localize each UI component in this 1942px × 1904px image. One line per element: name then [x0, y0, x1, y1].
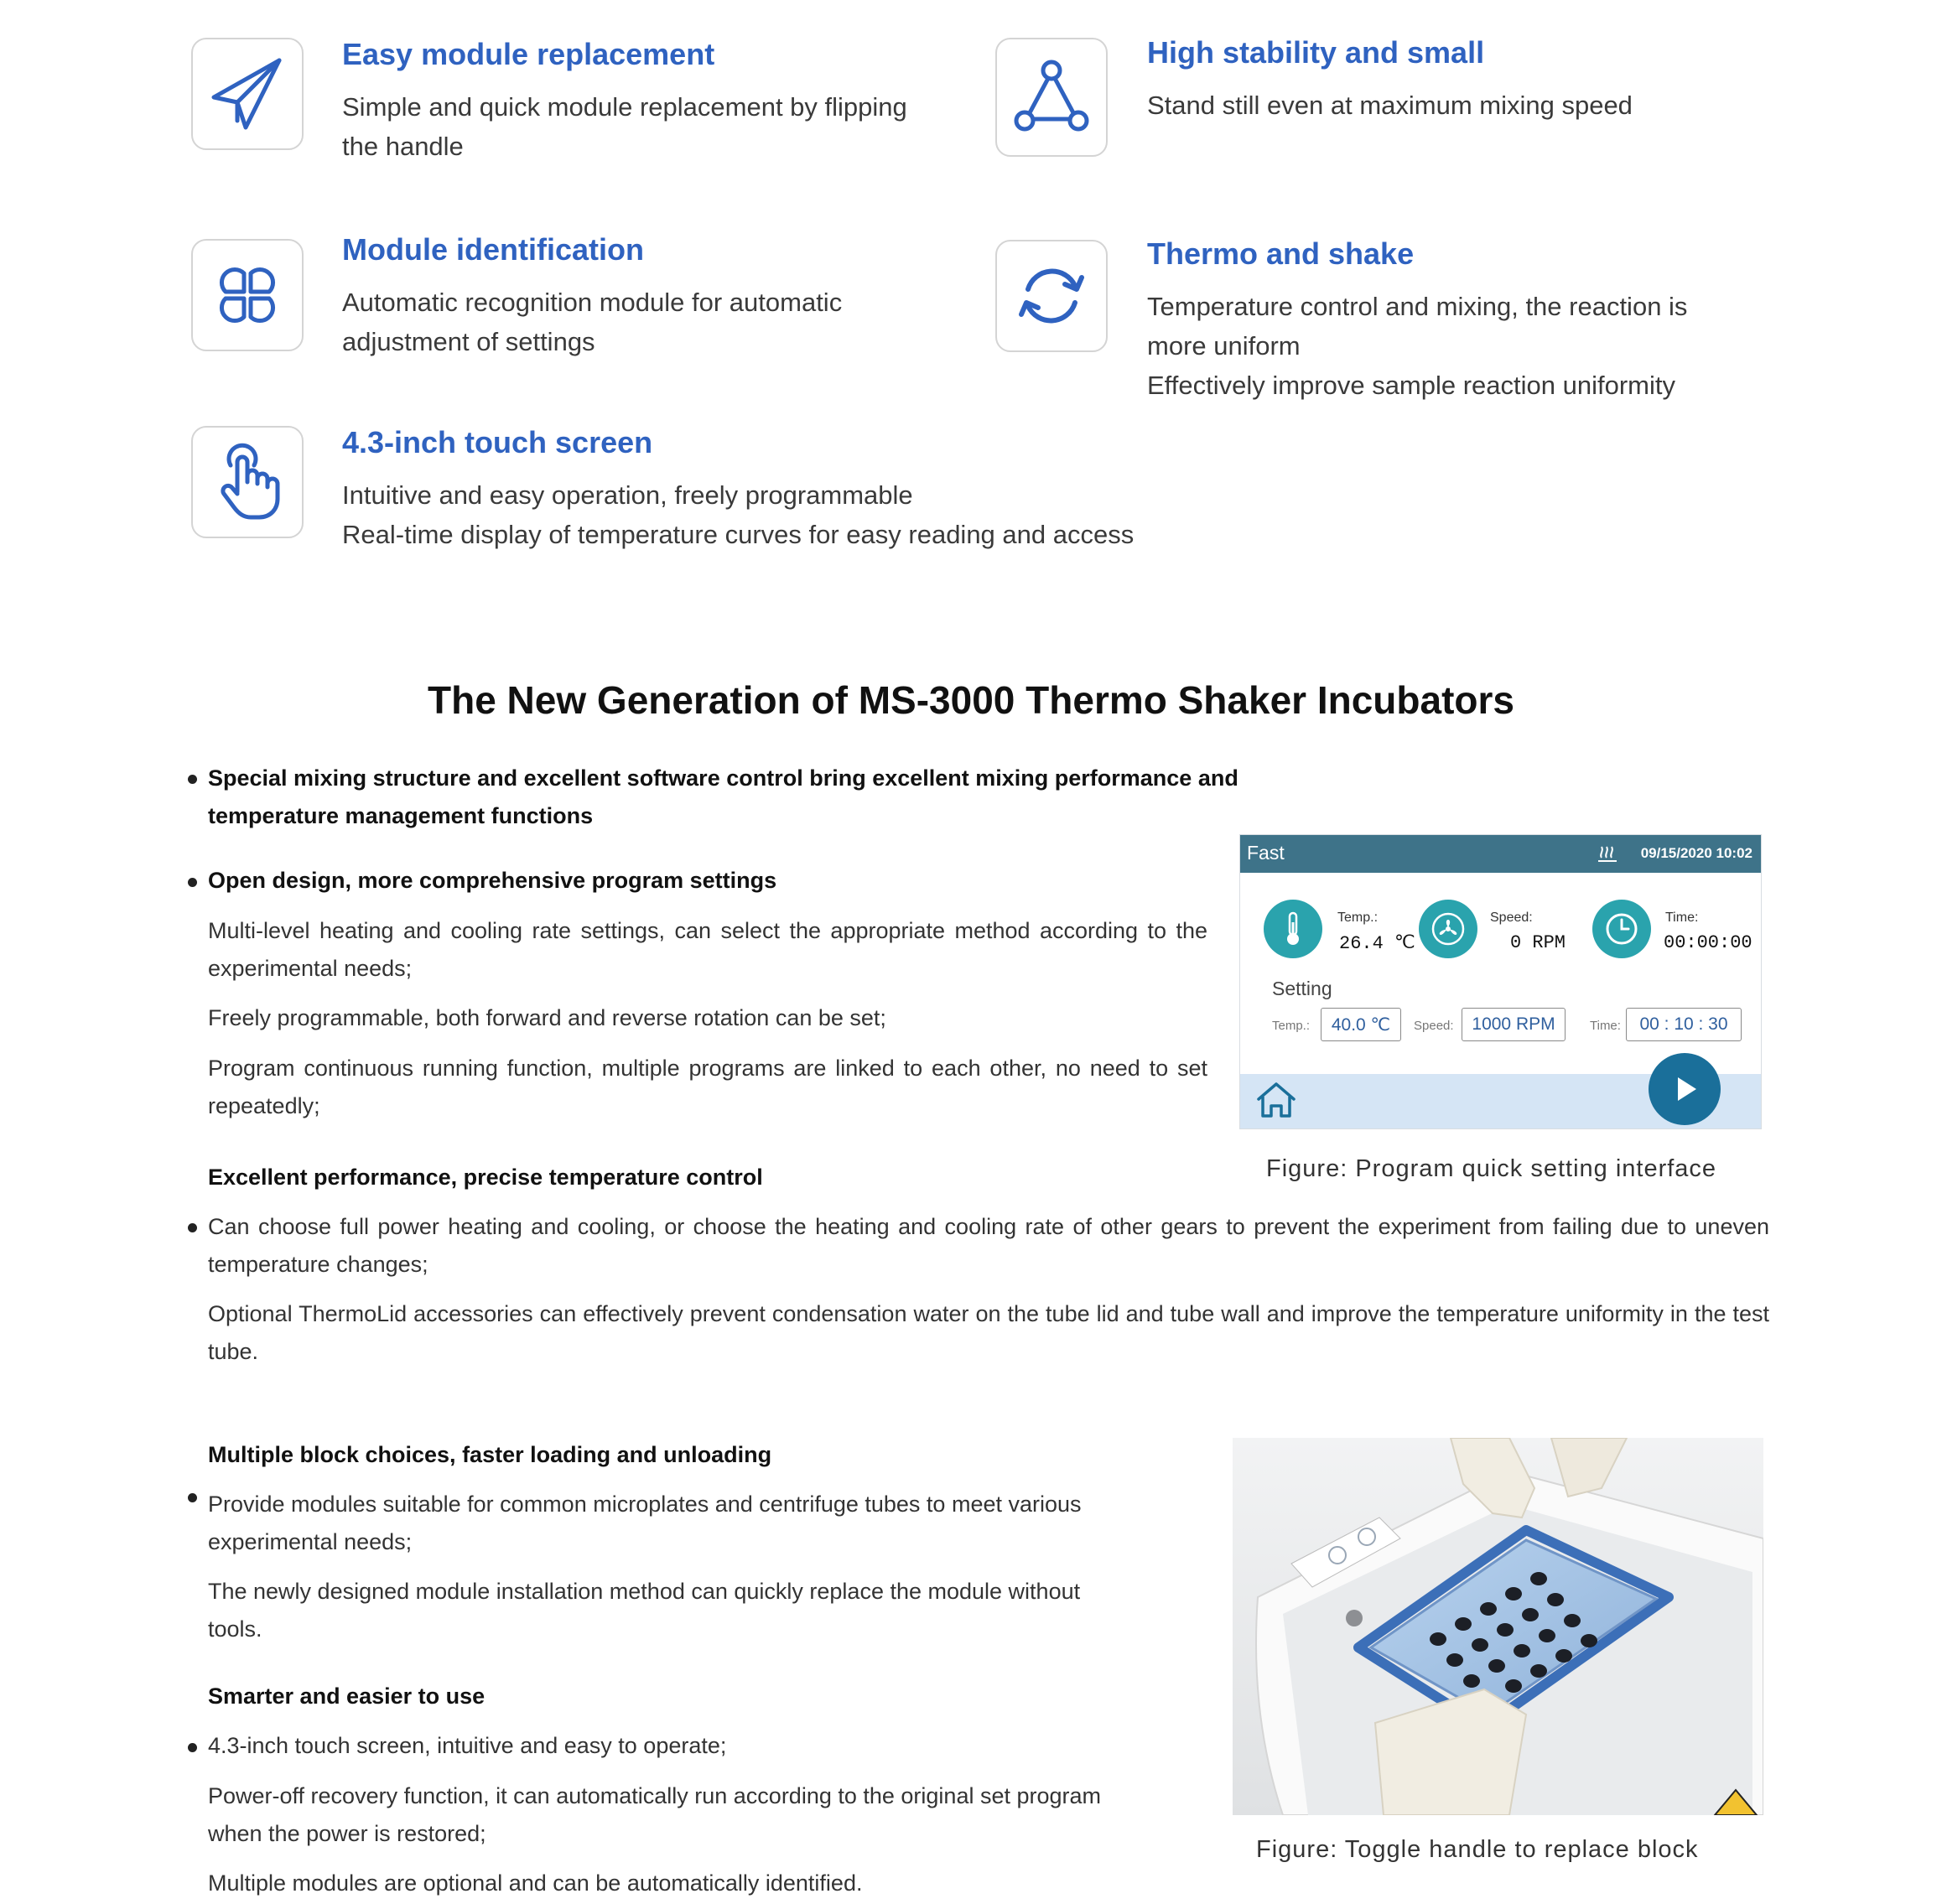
intro-bold-text: Special mixing structure and excellent software control bring excellent mixing performance and temperature management functions [208, 765, 1238, 828]
section-heading: Multiple block choices, faster loading and unloading [208, 1442, 772, 1467]
feature-title: Easy module replacement [342, 37, 715, 71]
bullet-dot [188, 775, 197, 784]
touch-hand-icon [207, 442, 288, 522]
bullet-dot [188, 1743, 197, 1752]
feature-desc-line: Stand still even at maximum mixing speed [1147, 91, 1633, 120]
feature-desc-line: Temperature control and mixing, the reaction is [1147, 292, 1688, 321]
refresh-cycle-icon-box [995, 240, 1108, 352]
paragraph: 4.3-inch touch screen, intuitive and easy to operate; [208, 1733, 727, 1758]
four-petal-icon-box [191, 239, 304, 351]
paragraph: Multi-level heating and cooling rate settings, can select the appropriate method according to the experimental needs; [208, 918, 1207, 981]
feature-desc-line: Simple and quick module replacement by flipping [342, 92, 907, 122]
feature-desc-line: Real-time display of temperature curves for easy reading and access [342, 520, 1135, 549]
feature-desc [342, 283, 842, 361]
play-icon [1668, 1072, 1701, 1106]
set-temp-field[interactable]: 40.0 ℃ [1321, 1008, 1401, 1041]
feature-title: Module identification [342, 232, 644, 267]
home-icon[interactable] [1255, 1081, 1297, 1119]
feature-desc [342, 87, 907, 166]
section-heading: Open design, more comprehensive program settings [208, 868, 777, 893]
screen-datetime: 09/15/2020 10:02 [1640, 845, 1752, 861]
status-speed-value: 0 RPM [1510, 932, 1566, 953]
feature-desc [1147, 86, 1633, 125]
screen-caption: Figure: Program quick setting interface [1266, 1155, 1717, 1182]
section-heading: Excellent performance, precise temperature control [208, 1165, 763, 1190]
refresh-cycle-icon [1011, 256, 1092, 336]
feature-desc-line: Effectively improve sample reaction uniformity [1147, 371, 1676, 400]
paragraph: Freely programmable, both forward and reverse rotation can be set; [208, 1005, 886, 1030]
feature-desc [1147, 287, 1687, 405]
feature-desc-line: the handle [342, 132, 464, 161]
set-time-field[interactable]: 00 : 10 : 30 [1626, 1008, 1742, 1041]
paragraph: Can choose full power heating and cooling, or choose the heating and cooling rate of other gears to prevent the experiment from failing due to uneven temperature changes; [208, 1214, 1769, 1277]
feature-title: 4.3-inch touch screen [342, 425, 653, 459]
setting-label: Setting [1272, 978, 1332, 999]
set-time-label: Time: [1590, 1019, 1621, 1033]
bullet-dot [188, 878, 197, 887]
feature-desc-line: more uniform [1147, 331, 1301, 361]
clock-icon [1592, 900, 1651, 958]
status-speed-label: Speed: [1490, 910, 1533, 925]
thermometer-icon [1264, 900, 1322, 958]
play-button[interactable] [1649, 1053, 1721, 1125]
section-heading: Smarter and easier to use [208, 1684, 486, 1709]
paragraph: Optional ThermoLid accessories can effectively prevent condensation water on the tube lid and tube wall and improve the temperature uniformity in the test tube. [208, 1301, 1769, 1364]
paragraph: Provide modules suitable for common microplates and centrifuge tubes to meet various experimental needs; [208, 1492, 1082, 1554]
status-time-value: 00:00:00 [1664, 932, 1752, 953]
paper-plane-icon [207, 54, 288, 134]
set-temp-label: Temp.: [1272, 1019, 1311, 1033]
paper-plane-icon-box [191, 38, 304, 150]
bullet-dot [188, 1223, 197, 1232]
feature-desc-line: Automatic recognition module for automatic [342, 288, 843, 317]
feature-title: Thermo and shake [1147, 236, 1415, 271]
paragraph: Program continuous running function, multiple programs are linked to each other, no need to set repeatedly; [208, 1056, 1207, 1118]
screen-top-bar [1240, 835, 1761, 873]
status-time-label: Time: [1665, 910, 1699, 925]
block-replacement-photo [1233, 1438, 1763, 1815]
set-speed-label: Speed: [1414, 1019, 1454, 1033]
feature-desc-line: Intuitive and easy operation, freely programmable [342, 480, 913, 510]
photo-caption: Figure: Toggle handle to replace block [1256, 1836, 1699, 1863]
paragraph: Multiple modules are optional and can be automatically identified. [208, 1870, 863, 1896]
feature-desc [342, 475, 1134, 554]
paragraph: The newly designed module installation method can quickly replace the module without tools. [208, 1579, 1081, 1642]
device-screen [1239, 834, 1762, 1129]
status-temp-label: Temp.: [1337, 910, 1379, 925]
heat-waves-icon [1597, 844, 1618, 863]
bullet-dot [188, 1493, 197, 1502]
four-petal-icon [207, 255, 288, 335]
set-speed-field[interactable]: 1000 RPM [1462, 1008, 1566, 1041]
touch-hand-icon-box [191, 426, 304, 538]
product-photo [1233, 1438, 1763, 1815]
triangle-nodes-icon-box [995, 38, 1108, 157]
feature-desc-line: adjustment of settings [342, 327, 595, 356]
screen-mode: Fast [1247, 842, 1285, 864]
paragraph: Power-off recovery function, it can automatically run according to the original set program when the power is restored; [208, 1783, 1102, 1846]
feature-title: High stability and small [1147, 35, 1485, 70]
status-temp-value: 26.4 ℃ [1339, 933, 1415, 954]
triangle-nodes-icon [1011, 57, 1092, 137]
fan-speed-icon [1419, 900, 1477, 958]
page-title: The New Generation of MS-3000 Thermo Shaker Incubators [428, 678, 1514, 722]
